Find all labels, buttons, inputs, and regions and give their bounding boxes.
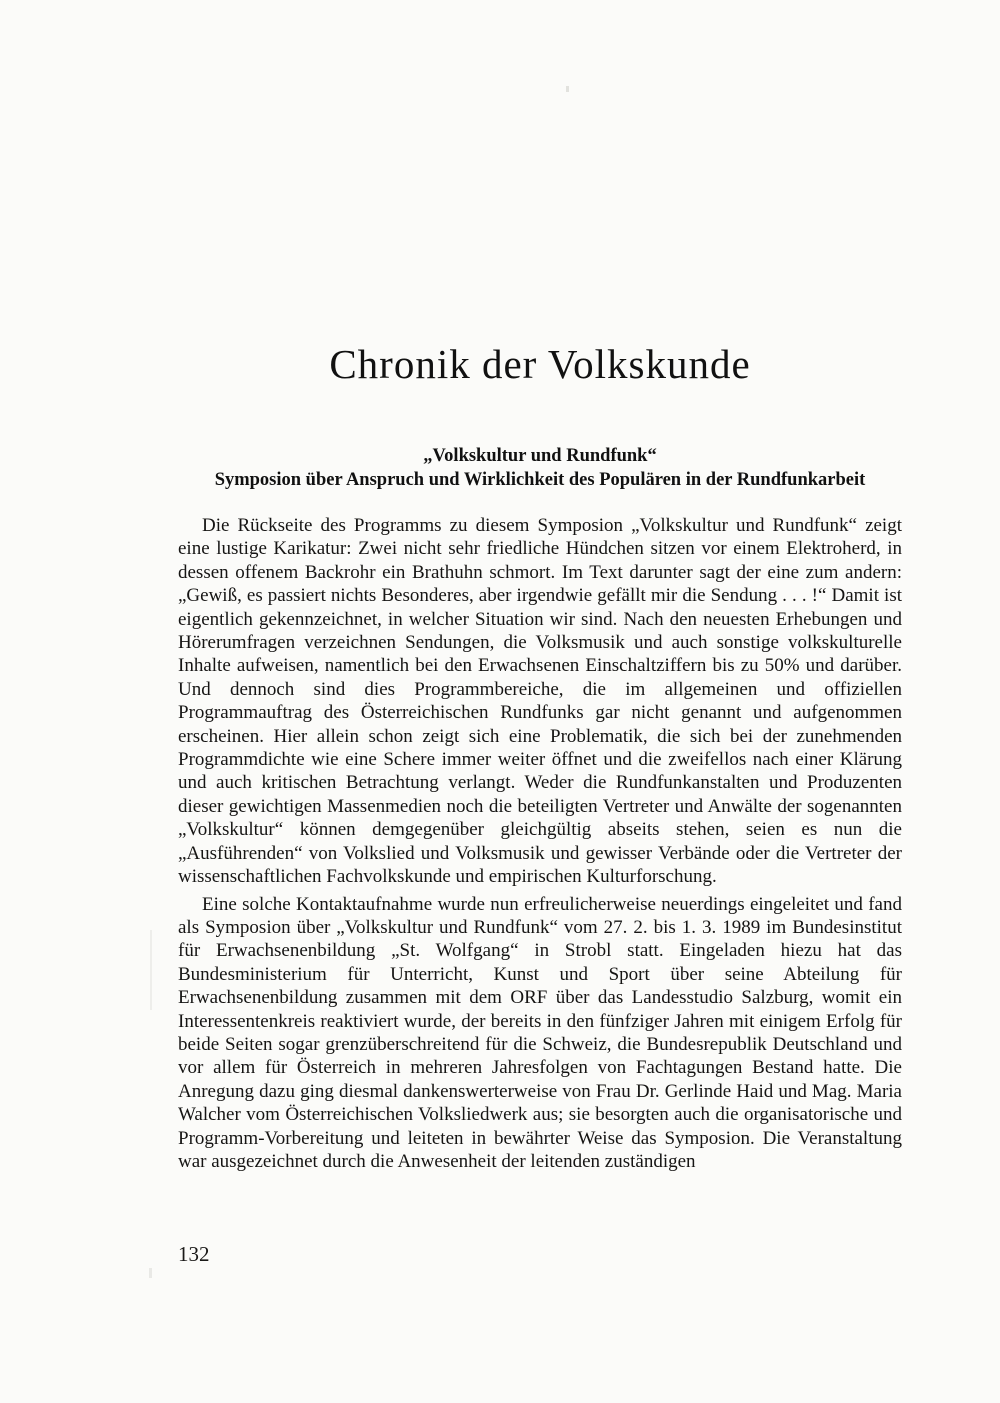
article-heading-subtitle: Symposion über Anspruch und Wirklichkeit des Populären in der Rundfunkarbeit [214,470,866,490]
paragraph-2: Eine solche Kontaktaufnahme wurde nun erfreulicherweise neuerdings eingeleitet und fand als Symposion über „Volkskultur und Rundfunk“ vom 27. 2. bis 1. 3. 1989 im Bundesinstitut für Erwachsenenbildung „St. Wolfgang“ in Strobl statt. Eingeladen hiezu hat das Bundesministerium für Unterricht, Kunst und Sport über seine Abteilung für Erwachsenenbildung zusammen mit dem ORF über das Landesstudio Salzburg, womit ein Interessentenkreis reaktiviert wurde, der bereits in den fünfziger Jahren mit einigem Erfolg für beide Seiten sogar grenzüberschreitend für die Schweiz, die Bundesrepublik Deutschland und vor allem für Österreich in mehreren Jahresfolgen von Fachtagungen Bestand hatte. Die Anregung dazu ging diesmal dankenswerterweise von Frau Dr. Gerlinde Haid und Mag. Maria Walcher vom Österreichischen Volksliedwerk aus; sie besorgten auch die organisatorische und Programm-Vorbereitung und leiteten in bewährter Weise das Symposion. Die Veranstaltung war ausgezeichnet durch die Anwesenheit der leitenden zuständigen [178,893,902,1172]
scan-artifact [150,930,152,1010]
text-column [178,0,902,1173]
article-heading-quote: „Volkskultur und Rundfunk“ [423,446,657,466]
article-body [178,514,902,1173]
page-title: Chronik der Volkskunde [329,341,751,387]
article-heading [178,444,902,492]
page-number: 132 [178,1242,210,1266]
scan-artifact [149,1268,152,1278]
paragraph-1: Die Rückseite des Programms zu diesem Symposion „Volkskultur und Rundfunk“ zeigt eine lustige Karikatur: Zwei nicht sehr friedliche Hündchen sitzen vor einem Elektroherd, in dessen offenem Backrohr ein Brathuhn schmort. Im Text darunter sagt der eine zum andern: „Gewiß, es passiert nichts Besonderes, aber irgendwie gefällt mir die Sendung . . . !“ Damit ist eigentlich gekennzeichnet, in welcher Situation wir sind. Nach den neuesten Erhebungen und Hörerumfragen verzeichnen Sendungen, die Volksmusik und auch sonstige volkskulturelle Inhalte aufweisen, namentlich bei den Erwachsenen Einschaltziffern bis zu 50% und darüber. Und dennoch sind dies Programmbereiche, die im allgemeinen und offiziellen Programmauftrag des Österreichischen Rundfunks gar nicht genannt und aufgenommen erscheinen. Hier allein schon zeigt sich eine Problematik, die sich bei der zunehmenden Programmdichte wie eine Schere immer weiter öffnet und die zweifellos nach einer Klärung und auch kritischen Betrachtung verlangt. Weder die Rundfunkanstalten und Produzenten dieser gewichtigen Massenmedien noch die beteiligten Vertreter und Anwälte der sogenannten „Volkskultur“ können demgegenüber gleichgültig abseits stehen, seien es nun die „Ausführenden“ von Volkslied und Volksmusik und gewisser Verbände oder die Vertreter der wissenschaftlichen Fachvolkskunde und empirischen Kulturforschung. [178,515,902,888]
